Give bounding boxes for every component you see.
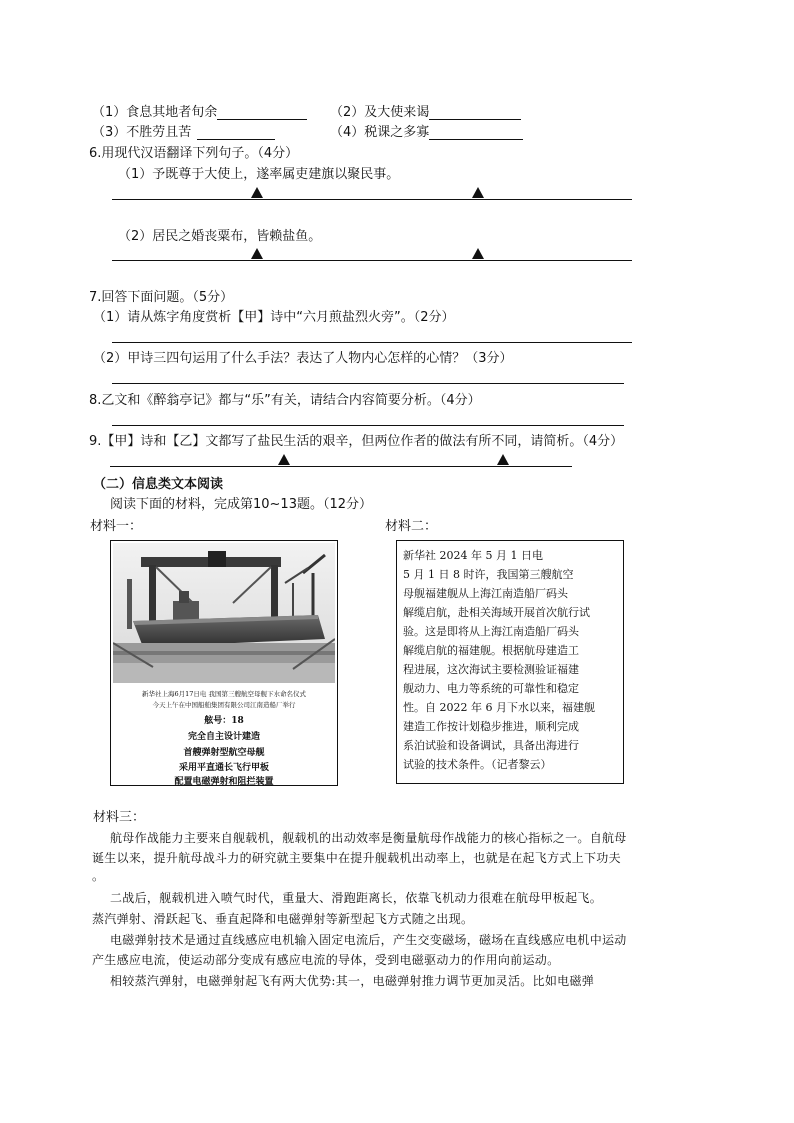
section-title: （二）信息类文本阅读 <box>93 477 224 492</box>
q5-item-2 <box>330 101 521 120</box>
news-line: 解缆启航的福建舰。根据航母建造工 <box>403 644 579 657</box>
q5-item-2-text: 及大使来谒 <box>364 105 430 120</box>
q5-item-1-text: 食息其地者旬余 <box>126 105 218 120</box>
q7-title: 7.回答下面问题。（5分） <box>89 290 234 305</box>
aircraft-carrier-photo <box>113 543 335 683</box>
material2-news-box <box>396 540 624 784</box>
q7-sub-1: （1）请从炼字角度赏析【甲】诗中“六月煎盐烈火旁”。（2分） <box>93 310 455 325</box>
material1-figure <box>110 540 338 786</box>
news-line: 5 月 1 日 8 时许，我国第三艘航空 <box>403 568 574 581</box>
q5-item-1-num: （1） <box>92 105 127 120</box>
news-line: 系泊试验和设备调试，具备出海进行 <box>403 739 579 752</box>
answer-line[interactable] <box>112 260 632 261</box>
q7-sub-2: （2）甲诗三四句运用了什么手法？表达了人物内心怎样的心情？（3分） <box>93 351 513 366</box>
answer-line[interactable] <box>112 383 624 384</box>
q5-item-2-num: （2） <box>330 105 365 120</box>
material3-label: 材料三： <box>93 810 146 825</box>
photo-caption-feature: 配置电磁弹射和阻拦装置 <box>174 777 274 787</box>
material3-line: 电磁弹射技术是通过直线感应电机输入固定电流后，产生交变磁场，磁场在直线感应电机中运动 <box>110 933 627 947</box>
triangle-marker-icon <box>278 454 290 465</box>
q6-title: 6.用现代汉语翻译下列句子。（4分） <box>89 146 299 161</box>
photo-caption-line-1: 新华社上海6月17日电 我国第三艘航空母舰下水命名仪式 <box>142 690 306 698</box>
material2-label: 材料二： <box>385 519 438 534</box>
q5-item-4-text: 税课之多寡 <box>364 125 430 140</box>
news-line: 新华社 2024 年 5 月 1 日电 <box>403 549 543 562</box>
answer-blank[interactable] <box>217 105 307 120</box>
section-instruction: 阅读下面的材料，完成第10~13题。（12分） <box>110 497 373 512</box>
q5-item-3-num: （3） <box>92 125 127 140</box>
q5-item-4-num: （4） <box>330 125 365 140</box>
triangle-marker-icon <box>472 187 484 198</box>
q5-item-3 <box>92 121 275 140</box>
answer-line[interactable] <box>112 342 632 343</box>
q6-sentence-2: （2）居民之婚丧粟布，皆赖盐鱼。 <box>118 229 322 244</box>
material1-label: 材料一： <box>90 519 143 534</box>
answer-line[interactable] <box>112 199 632 200</box>
q9-question: 9.【甲】诗和【乙】文都写了盐民生活的艰辛，但两位作者的做法有所不同，请简析。（4分） <box>89 434 624 449</box>
news-line: 舰动力、电力等系统的可靠性和稳定 <box>403 682 579 695</box>
material3-line: 诞生以来，提升航母战斗力的研究就主要集中在提升舰载机出动率上，也就是在起飞方式上下功夫 <box>92 851 621 865</box>
photo-caption-line-2: 今天上午在中国船舶集团有限公司江南造船厂举行 <box>152 701 296 709</box>
material3-line: 航母作战能力主要来自舰载机，舰载机的出动效率是衡量航母作战能力的核心指标之一。自航母 <box>110 831 627 845</box>
q5-item-1 <box>92 101 307 120</box>
q8-question: 8.乙文和《醉翁亭记》都与“乐”有关，请结合内容简要分析。（4分） <box>89 393 481 408</box>
triangle-marker-icon <box>497 454 509 465</box>
news-line: 程进展，这次海试主要检测验证福建 <box>403 663 579 676</box>
news-line: 母舰福建舰从上海江南造船厂码头 <box>403 587 568 600</box>
q6-sentence-1: （1）予既尊于大使上，遂率属吏建旗以聚民事。 <box>118 167 400 182</box>
material3-line: 产生感应电流，使运动部分变成有感应电流的导体，受到电磁驱动力的作用向前运动。 <box>92 953 560 967</box>
triangle-marker-icon <box>251 248 263 259</box>
photo-caption-feature: 首艘弹射型航空母舰 <box>183 748 265 758</box>
answer-blank[interactable] <box>429 125 523 140</box>
news-line: 建造工作按计划稳步推进，顺利完成 <box>403 720 579 733</box>
answer-blank[interactable] <box>429 105 521 120</box>
material3-line: 。 <box>92 869 105 883</box>
triangle-marker-icon <box>472 248 484 259</box>
news-line: 验。这是即将从上海江南造船厂码头 <box>403 625 579 638</box>
q5-item-4 <box>330 121 523 140</box>
answer-blank[interactable] <box>197 125 275 140</box>
news-line: 性。自 2022 年 6 月下水以来，福建舰 <box>403 701 595 714</box>
news-line: 试验的技术条件。（记者黎云） <box>403 758 552 771</box>
photo-caption-feature: 采用平直通长飞行甲板 <box>178 763 269 773</box>
material3-line: 相较蒸汽弹射，电磁弹射起飞有两大优势:其一，电磁弹射推力调节更加灵活。比如电磁弹 <box>110 974 595 988</box>
q5-item-3-text: 不胜劳且苦 <box>126 125 192 140</box>
triangle-marker-icon <box>251 187 263 198</box>
answer-line[interactable] <box>112 425 624 426</box>
photo-caption-feature: 完全自主设计建造 <box>187 732 260 742</box>
material3-line: 蒸汽弹射、滑跃起飞、垂直起降和电磁弹射等新型起飞方式随之出现。 <box>92 912 474 926</box>
news-line: 解缆启航，赴相关海域开展首次航行试 <box>403 606 590 619</box>
photo-caption-hull-number: 舷号：18 <box>204 716 244 726</box>
material3-line: 二战后，舰载机进入喷气时代，重量大、滑跑距离长，依靠飞机动力很难在航母甲板起飞。 <box>110 891 603 905</box>
answer-line[interactable] <box>110 466 572 467</box>
